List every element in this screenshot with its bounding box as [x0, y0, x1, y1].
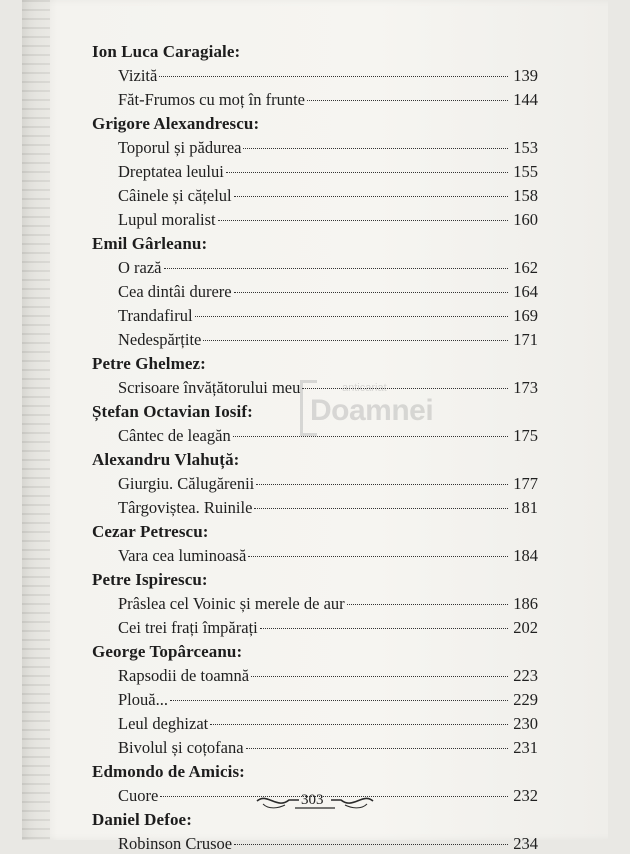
watermark-line-1: anticariat — [342, 382, 387, 394]
toc-entry-page: 181 — [513, 498, 538, 517]
toc-entry-page: 173 — [513, 378, 538, 397]
toc-dot-leader — [307, 100, 508, 101]
toc-dot-leader — [251, 676, 508, 677]
toc-entry-title: Cei trei frați împărați — [118, 618, 258, 637]
toc-dot-leader — [218, 220, 508, 221]
toc-author-heading: Grigore Alexandrescu: — [92, 114, 260, 133]
toc-entry-title: Lupul moralist — [118, 210, 216, 229]
toc-entry[interactable] — [118, 330, 538, 350]
toc-entry-page: 164 — [513, 282, 538, 301]
toc-entry[interactable] — [118, 618, 538, 638]
toc-dot-leader — [347, 604, 508, 605]
toc-entry-title: Toporul și pădurea — [118, 138, 242, 157]
toc-dot-leader — [234, 196, 508, 197]
toc-dot-leader — [195, 316, 508, 317]
toc-entry[interactable] — [118, 162, 538, 182]
toc-entry-page: 234 — [513, 834, 538, 853]
toc-entry-page: 169 — [513, 306, 538, 325]
toc-entry-page: 184 — [513, 546, 538, 565]
toc-author-heading: Alexandru Vlahuță: — [92, 450, 240, 469]
toc-dot-leader — [203, 340, 508, 341]
toc-entry-page: 186 — [513, 594, 538, 613]
toc-entry-title: Robinson Crusoe — [118, 834, 233, 853]
toc-entry-title: Cântec de leagăn — [118, 426, 231, 445]
toc-entry-title: Scrisoare învățătorului meu — [118, 378, 301, 397]
toc-entry-page: 171 — [513, 330, 538, 349]
toc-entry[interactable] — [118, 498, 538, 518]
toc-author-heading: Edmondo de Amicis: — [92, 762, 245, 781]
toc-entry[interactable] — [118, 66, 538, 86]
toc-entry[interactable] — [118, 378, 538, 398]
toc-entry-title: Plouă... — [118, 690, 168, 709]
toc-entry-page: 139 — [513, 66, 538, 85]
toc-entry-page: 162 — [513, 258, 538, 277]
toc-entry-page: 232 — [513, 786, 538, 805]
toc-entry-page: 175 — [513, 426, 538, 445]
toc-entry-title: Făt-Frumos cu moț în frunte — [118, 90, 305, 109]
toc-dot-leader — [226, 172, 508, 173]
toc-author-heading: Petre Ispirescu: — [92, 570, 208, 589]
toc-entry-page: 230 — [513, 714, 538, 733]
toc-entry-title: Dreptatea leului — [118, 162, 224, 181]
toc-entry-title: Câinele și cățelul — [118, 186, 232, 205]
toc-entry-title: Prâslea cel Voinic și merele de aur — [118, 594, 345, 613]
toc-dot-leader — [302, 388, 508, 389]
toc-dot-leader — [210, 724, 508, 725]
toc-dot-leader — [170, 700, 508, 701]
toc-author-heading: Cezar Petrescu: — [92, 522, 209, 541]
toc-entry-title: Nedespărțite — [118, 330, 202, 349]
toc-dot-leader — [234, 844, 508, 845]
toc-dot-leader — [234, 292, 508, 293]
toc-dot-leader — [164, 268, 508, 269]
toc-entry-title: Cuore — [118, 786, 159, 805]
toc-dot-leader — [254, 508, 508, 509]
toc-dot-leader — [246, 748, 508, 749]
toc-entry-page: 155 — [513, 162, 538, 181]
toc-dot-leader — [248, 556, 508, 557]
toc-entry[interactable] — [118, 834, 538, 854]
toc-entry[interactable] — [118, 90, 538, 110]
toc-entry[interactable] — [118, 546, 538, 566]
toc-entry[interactable] — [118, 258, 538, 278]
toc-entry-page: 160 — [513, 210, 538, 229]
toc-entry-page: 153 — [513, 138, 538, 157]
toc-entry[interactable] — [118, 306, 538, 326]
toc-entry[interactable] — [118, 138, 538, 158]
toc-entry-page: 144 — [513, 90, 538, 109]
toc-entry-page: 229 — [513, 690, 538, 709]
toc-entry[interactable] — [118, 690, 538, 710]
toc-entry-page: 177 — [513, 474, 538, 493]
toc-entry-title: Târgoviștea. Ruinile — [118, 498, 253, 517]
toc-entry-title: Cea dintâi durere — [118, 282, 232, 301]
toc-dot-leader — [243, 148, 508, 149]
toc-entry[interactable] — [118, 738, 538, 758]
toc-author-heading: Emil Gârleanu: — [92, 234, 208, 253]
toc-entry[interactable] — [118, 666, 538, 686]
toc-author-heading: Ion Luca Caragiale: — [92, 42, 241, 61]
toc-author-heading: George Topârceanu: — [92, 642, 243, 661]
toc-author-heading: Petre Ghelmez: — [92, 354, 206, 373]
toc-entry[interactable] — [118, 426, 538, 446]
toc-entry-title: Trandafirul — [118, 306, 193, 325]
toc-entry[interactable] — [118, 210, 538, 230]
toc-entry-title: Leul deghizat — [118, 714, 209, 733]
toc-dot-leader — [159, 76, 508, 77]
toc-entry-page: 223 — [513, 666, 538, 685]
toc-entry-title: Giurgiu. Călugărenii — [118, 474, 255, 493]
page-number: 303 — [301, 792, 324, 808]
toc-entry-title: O rază — [118, 258, 162, 277]
toc-entry-page: 202 — [513, 618, 538, 637]
toc-entry-title: Vara cea luminoasă — [118, 546, 247, 565]
toc-entry-page: 158 — [513, 186, 538, 205]
toc-dot-leader — [260, 628, 508, 629]
watermark-line-2: Doamnei — [310, 394, 434, 427]
toc-entry[interactable] — [118, 282, 538, 302]
toc-entry[interactable] — [118, 594, 538, 614]
toc-entry[interactable] — [118, 186, 538, 206]
toc-entry[interactable] — [118, 714, 538, 734]
toc-entry-title: Rapsodii de toamnă — [118, 666, 250, 685]
toc-entry[interactable] — [118, 474, 538, 494]
toc-entry-page: 231 — [513, 738, 538, 757]
toc-entry-title: Bivolul și coțofana — [118, 738, 244, 757]
toc-dot-leader — [256, 484, 508, 485]
toc-author-heading: Daniel Defoe: — [92, 810, 192, 829]
toc-entry-title: Vizită — [118, 66, 158, 85]
page-footer-ornament — [255, 788, 375, 814]
toc-dot-leader — [233, 436, 508, 437]
toc-author-heading: Ștefan Octavian Iosif: — [92, 402, 253, 421]
